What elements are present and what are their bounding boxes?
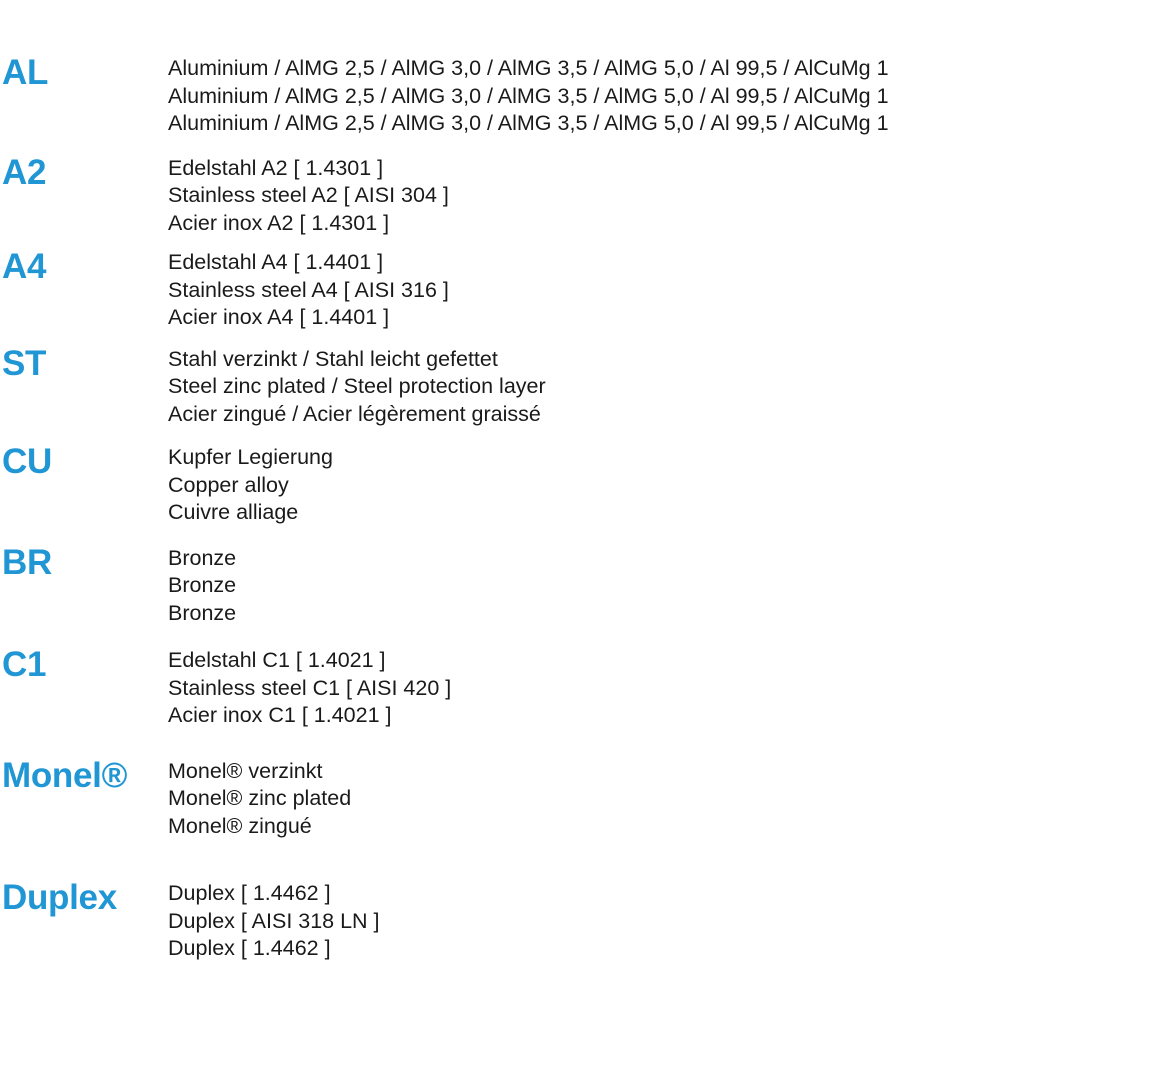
material-code-cell (0, 444, 168, 479)
description-line-en: Aluminium / AlMG 2,5 / AlMG 3,0 / AlMG 3,5 / AlMG 5,0 / Al 99,5 / AlCuMg 1 (168, 83, 889, 108)
material-code: A4 (2, 247, 47, 286)
material-description-cell (168, 55, 1160, 138)
material-code: A2 (2, 152, 47, 192)
material-description-cell (168, 346, 1160, 429)
material-code-cell (0, 55, 168, 90)
table-row (0, 444, 1160, 527)
table-row (0, 55, 1160, 138)
material-description-cell (168, 155, 1160, 238)
material-code: BR (2, 542, 52, 582)
description-line-en: Stainless steel A2 [ AISI 304 ] (168, 183, 449, 207)
material-code-cell (0, 249, 168, 284)
description-line-de: Stahl verzinkt / Stahl leicht gefettet (168, 346, 498, 371)
material-code-cell (0, 880, 168, 915)
description-line-fr: Acier inox A4 [ 1.4401 ] (168, 305, 390, 329)
description-line-en: Duplex [ AISI 318 LN ] (168, 908, 380, 933)
description-line-de: Bronze (168, 545, 237, 570)
description-line-de: Monel® verzinkt (168, 758, 323, 783)
table-row (0, 542, 1160, 628)
description-line-fr: Cuivre alliage (168, 500, 299, 524)
material-code: C1 (2, 645, 47, 684)
material-code-cell (0, 152, 168, 192)
description-line-de: Edelstahl C1 [ 1.4021 ] (168, 648, 386, 672)
table-row (0, 880, 1160, 963)
description-line-fr: Acier inox A2 [ 1.4301 ] (168, 210, 390, 235)
material-code: Monel® (2, 755, 128, 795)
table-row (0, 152, 1160, 238)
description-line-de: Kupfer Legierung (168, 445, 333, 469)
table-row (0, 647, 1160, 730)
description-line-fr: Acier zingué / Acier légèrement graissé (168, 401, 541, 426)
material-code: CU (2, 442, 52, 481)
material-description-cell (168, 545, 1160, 628)
description-line-en: Copper alloy (168, 472, 289, 497)
material-code: ST (2, 343, 47, 383)
description-line-en: Steel zinc plated / Steel protection layer (168, 374, 546, 398)
description-line-en: Stainless steel C1 [ AISI 420 ] (168, 675, 452, 700)
description-line-en: Monel® zinc plated (168, 786, 352, 810)
material-code: Duplex (2, 878, 117, 917)
table-row (0, 343, 1160, 429)
material-code-cell (0, 343, 168, 383)
material-description-cell (168, 647, 1160, 730)
description-line-fr: Duplex [ 1.4462 ] (168, 936, 331, 960)
description-line-en: Stainless steel A4 [ AISI 316 ] (168, 277, 449, 302)
description-line-de: Aluminium / AlMG 2,5 / AlMG 3,0 / AlMG 3,5 / AlMG 5,0 / Al 99,5 / AlCuMg 1 (168, 56, 889, 80)
description-line-fr: Monel® zingué (168, 813, 312, 838)
material-description-cell (168, 249, 1160, 332)
material-description-cell (168, 758, 1160, 841)
material-description-cell (168, 880, 1160, 963)
description-line-de: Duplex [ 1.4462 ] (168, 881, 331, 905)
description-line-de: Edelstahl A4 [ 1.4401 ] (168, 250, 384, 274)
description-line-fr: Acier inox C1 [ 1.4021 ] (168, 703, 392, 727)
description-line-de: Edelstahl A2 [ 1.4301 ] (168, 155, 384, 180)
material-code: AL (2, 53, 49, 92)
description-line-fr: Aluminium / AlMG 2,5 / AlMG 3,0 / AlMG 3,5 / AlMG 5,0 / Al 99,5 / AlCuMg 1 (168, 111, 889, 135)
table-row (0, 755, 1160, 841)
description-line-fr: Bronze (168, 600, 237, 625)
description-line-en: Bronze (168, 573, 237, 597)
table-row (0, 249, 1160, 332)
material-code-cell (0, 755, 168, 795)
material-code-cell (0, 542, 168, 582)
material-code-cell (0, 647, 168, 682)
material-description-cell (168, 444, 1160, 527)
